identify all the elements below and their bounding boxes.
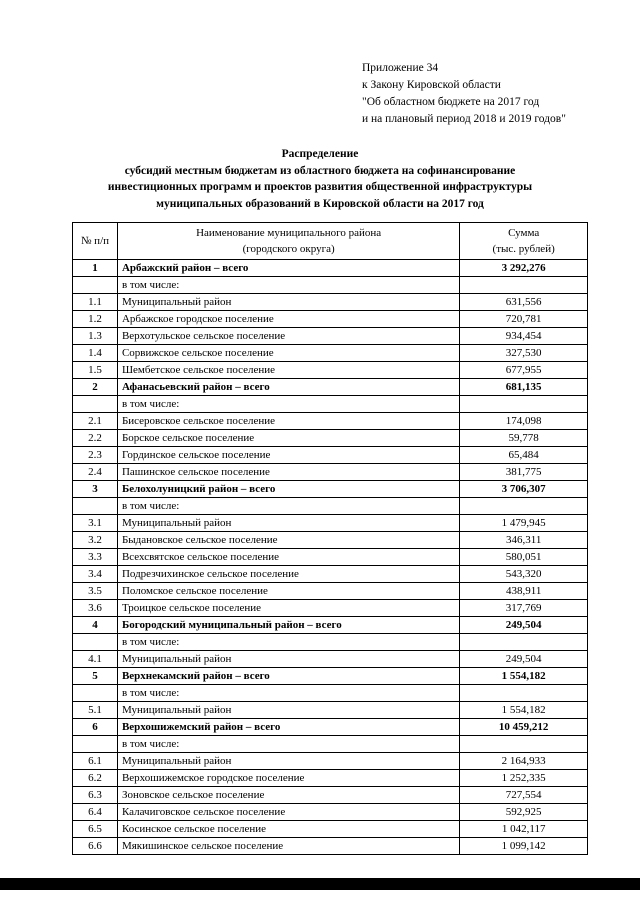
row-number [73,634,118,651]
row-sum: 2 164,933 [460,753,588,770]
row-name: в том числе: [117,498,459,515]
table-row [73,345,588,362]
row-sum: 1 554,182 [460,702,588,719]
table-row-total [73,260,588,277]
row-number: 4 [73,617,118,634]
table-row [73,804,588,821]
title-line-3: инвестиционных программ и проектов развития общественной инфраструктуры [107,181,533,193]
table-row [73,430,588,447]
row-name: Гординское сельское поселение [117,447,459,464]
table-row [73,413,588,430]
row-sum: 631,556 [460,294,588,311]
row-number: 3.2 [73,532,118,549]
table-row [73,702,588,719]
row-number: 2.4 [73,464,118,481]
row-number: 1.1 [73,294,118,311]
row-name: Муниципальный район [117,753,459,770]
row-name: Верхошижемский район – всего [117,719,459,736]
row-sum [460,634,588,651]
row-number: 3.4 [73,566,118,583]
table-body [73,260,588,855]
subsidy-table [72,222,588,855]
table-row [73,362,588,379]
table-row [73,787,588,804]
table-row [73,311,588,328]
header-name-line-2: (городского округа) [242,243,335,255]
row-sum: 59,778 [460,430,588,447]
header-sum-line-1: Сумма [508,227,540,239]
row-name: Троицкое сельское поселение [117,600,459,617]
row-name: Муниципальный район [117,515,459,532]
table-row [73,753,588,770]
row-sum: 65,484 [460,447,588,464]
title-line-4: муниципальных образований в Кировской области на 2017 год [156,197,484,210]
row-sum: 174,098 [460,413,588,430]
row-sum: 1 252,335 [460,770,588,787]
appendix-line-2: к Закону Кировской области [362,79,501,91]
table-row-total [73,617,588,634]
row-number: 1.2 [73,311,118,328]
row-name: Зоновское сельское поселение [117,787,459,804]
row-name: Сорвижское сельское поселение [117,345,459,362]
header-sum-line-2: (тыс. рублей) [492,243,555,255]
scan-edge-bar [0,878,640,890]
row-number: 6.4 [73,804,118,821]
header-num: № п/п [73,223,118,260]
row-sum: 3 706,307 [460,481,588,498]
row-name: Поломское сельское поселение [117,583,459,600]
row-number: 6.3 [73,787,118,804]
row-sum: 1 042,117 [460,821,588,838]
row-sum: 249,504 [460,617,588,634]
row-name: Богородский муниципальный район – всего [117,617,459,634]
table-row [73,566,588,583]
header-name-line-1: Наименование муниципального района [196,227,382,239]
row-name: Арбажское городское поселение [117,311,459,328]
table-row [73,600,588,617]
row-number: 1.5 [73,362,118,379]
row-sum: 592,925 [460,804,588,821]
row-sum [460,396,588,413]
row-sum: 727,554 [460,787,588,804]
row-sum: 720,781 [460,311,588,328]
row-number: 6.1 [73,753,118,770]
row-number [73,277,118,294]
row-sum [460,685,588,702]
table-row [73,515,588,532]
row-number [73,498,118,515]
table-row [73,685,588,702]
row-number: 6.6 [73,838,118,855]
appendix-line-1: Приложение 34 [362,62,439,74]
row-number: 3.1 [73,515,118,532]
row-name: в том числе: [117,685,459,702]
table-row-total [73,719,588,736]
row-sum: 438,911 [460,583,588,600]
table-row [73,464,588,481]
row-number: 1.3 [73,328,118,345]
row-sum: 346,311 [460,532,588,549]
row-number: 2.3 [73,447,118,464]
table-header-row [73,223,588,260]
row-sum: 327,530 [460,345,588,362]
appendix-line-3: "Об областном бюджете на 2017 год [362,96,540,108]
header-name [117,223,459,260]
table-row-total [73,481,588,498]
row-name: Быдановское сельское поселение [117,532,459,549]
row-sum: 1 554,182 [460,668,588,685]
table-row [73,583,588,600]
row-number: 6 [73,719,118,736]
table-row [73,651,588,668]
row-number: 4.1 [73,651,118,668]
table-row [73,838,588,855]
table-row [73,770,588,787]
row-name: Муниципальный район [117,651,459,668]
row-number: 2.1 [73,413,118,430]
row-name: Борское сельское поселение [117,430,459,447]
row-name: Шембетское сельское поселение [117,362,459,379]
table-row [73,498,588,515]
row-number: 5.1 [73,702,118,719]
appendix-header [362,60,566,128]
table-row [73,736,588,753]
row-sum: 317,769 [460,600,588,617]
title-line-2: субсидий местным бюджетам из областного бюджета на софинансирование [124,164,516,177]
row-sum [460,277,588,294]
row-name: Подрезчихинское сельское поселение [117,566,459,583]
row-name: Белохолуницкий район – всего [117,481,459,498]
table-row [73,821,588,838]
row-name: Пашинское сельское поселение [117,464,459,481]
row-sum: 677,955 [460,362,588,379]
row-name: Арбажский район – всего [117,260,459,277]
row-number [73,736,118,753]
row-number: 3.5 [73,583,118,600]
row-name: Косинское сельское поселение [117,821,459,838]
row-sum [460,736,588,753]
row-name: Муниципальный район [117,294,459,311]
row-sum: 681,135 [460,379,588,396]
row-sum: 1 099,142 [460,838,588,855]
row-sum: 543,320 [460,566,588,583]
table-row-total [73,379,588,396]
header-sum [460,223,588,260]
row-name: Верхотульское сельское поселение [117,328,459,345]
table-row [73,396,588,413]
table-row [73,294,588,311]
row-sum: 1 479,945 [460,515,588,532]
row-number: 5 [73,668,118,685]
title-line-1: Распределение [281,148,359,160]
row-name: Верхошижемское городское поселение [117,770,459,787]
table-row [73,549,588,566]
row-name: в том числе: [117,634,459,651]
row-number [73,396,118,413]
document-title [40,146,600,212]
row-sum: 381,775 [460,464,588,481]
table-row [73,634,588,651]
row-name: в том числе: [117,396,459,413]
row-sum: 3 292,276 [460,260,588,277]
table-row-total [73,668,588,685]
row-sum [460,498,588,515]
table-row [73,532,588,549]
table-row [73,328,588,345]
row-number: 3 [73,481,118,498]
appendix-line-4: и на плановый период 2018 и 2019 годов" [362,113,566,125]
row-number: 1.4 [73,345,118,362]
row-name: в том числе: [117,277,459,294]
row-number: 2.2 [73,430,118,447]
row-number: 6.2 [73,770,118,787]
row-name: Мякишинское сельское поселение [117,838,459,855]
row-number: 3.3 [73,549,118,566]
row-number: 3.6 [73,600,118,617]
row-name: Муниципальный район [117,702,459,719]
row-sum: 10 459,212 [460,719,588,736]
row-name: Калачиговское сельское поселение [117,804,459,821]
row-name: Афанасьевский район – всего [117,379,459,396]
row-number: 6.5 [73,821,118,838]
row-sum: 934,454 [460,328,588,345]
row-number [73,685,118,702]
row-name: Верхнекамский район – всего [117,668,459,685]
row-number: 2 [73,379,118,396]
row-number: 1 [73,260,118,277]
table-row [73,277,588,294]
table-row [73,447,588,464]
row-name: Всехсвятское сельское поселение [117,549,459,566]
row-name: в том числе: [117,736,459,753]
row-sum: 249,504 [460,651,588,668]
row-name: Бисеровское сельское поселение [117,413,459,430]
row-sum: 580,051 [460,549,588,566]
